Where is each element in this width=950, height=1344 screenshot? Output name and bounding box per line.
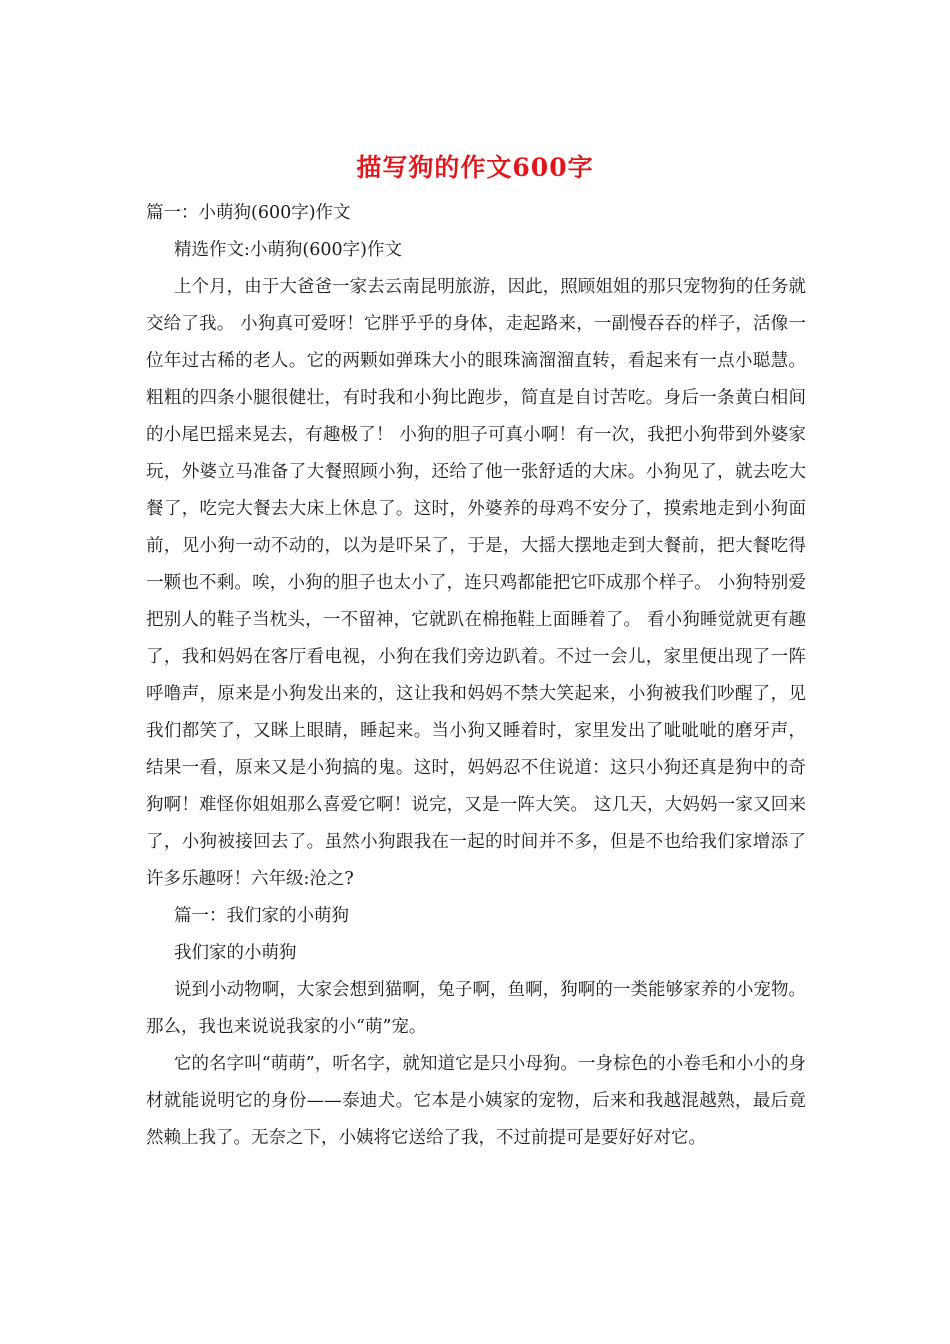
section-subheading: 精选作文:小萌狗(600字)作文 [174,240,402,260]
section-subheading: 我们家的小萌狗 [174,943,297,963]
section-heading: 篇一：小萌狗(600字)作文 [146,203,351,223]
document-title: 描写狗的作文600字 [356,153,594,182]
body-paragraph: 上个月，由于大爸爸一家去云南昆明旅游，因此，照顾姐姐的那只宠物狗的任务就交给了我。 小狗真可爱呀！它胖乎乎的身体，走起路来，一副慢吞吞的样子，活像一位年过古稀的老人。它的两颗如弹珠大小的眼珠滴溜溜直转，看起来有一点小聪慧。粗粗的四条小腿很健壮，有时我和小狗比跑步，简直是自讨苦吃。身后一条黄白相间的小尾巴摇来晃去，有趣极了！ 小狗的胆子可真小啊！有一次，我把小狗带到外婆家玩，外婆立马准备了大餐照顾小狗，还给了他一张舒适的大床。小狗见了，就去吃大餐了，吃完大餐去大床上休息了。这时，外婆养的母鸡不安分了，摸索地走到小狗面前，见小狗一动不动的，以为是吓呆了，于是，大摇大摆地走到大餐前，把大餐吃得一颗也不剩。唉，小狗的胆子也太小了，连只鸡都能把它吓成那个样子。 小狗特别爱把别人的鞋子当枕头，一不留神，它就趴在棉拖鞋上面睡着了。 看小狗睡觉就更有趣了，我和妈妈在客厅看电视，小狗在我们旁边趴着。不过一会儿，家里便出现了一阵呼噜声，原来是小狗发出来的，这让我和妈妈不禁大笑起来，小狗被我们吵醒了，见我们都笑了，又眯上眼睛，睡起来。当小狗又睡着时，家里发出了呲呲呲的磨牙声，结果一看，原来又是小狗搞的鬼。这时，妈妈忍不住说道：这只小狗还真是狗中的奇狗啊！难怪你姐姐那么喜爱它啊！说完，又是一阵大笑。 这几天，大妈妈一家又回来了，小狗被接回去了。虽然小狗跟我在一起的时间并不多，但是不也给我们家增添了许多乐趣呀！六年级:沧之? [146,277,806,889]
body-paragraph: 它的名字叫“萌萌”，听名字，就知道它是只小母狗。一身棕色的小卷毛和小小的身材就能说明它的身份——泰迪犬。它本是小姨家的宠物，后来和我越混越熟，最后竟然赖上我了。无奈之下，小姨将它送给了我，不过前提可是要好好对它。 [146,1054,806,1148]
document-body [146,195,806,1157]
section-heading: 篇一：我们家的小萌狗 [174,906,349,926]
body-paragraph: 说到小动物啊，大家会想到猫啊，兔子啊，鱼啊，狗啊的一类能够家养的小宠物。那么，我也来说说我家的小“萌”宠。 [146,980,806,1037]
